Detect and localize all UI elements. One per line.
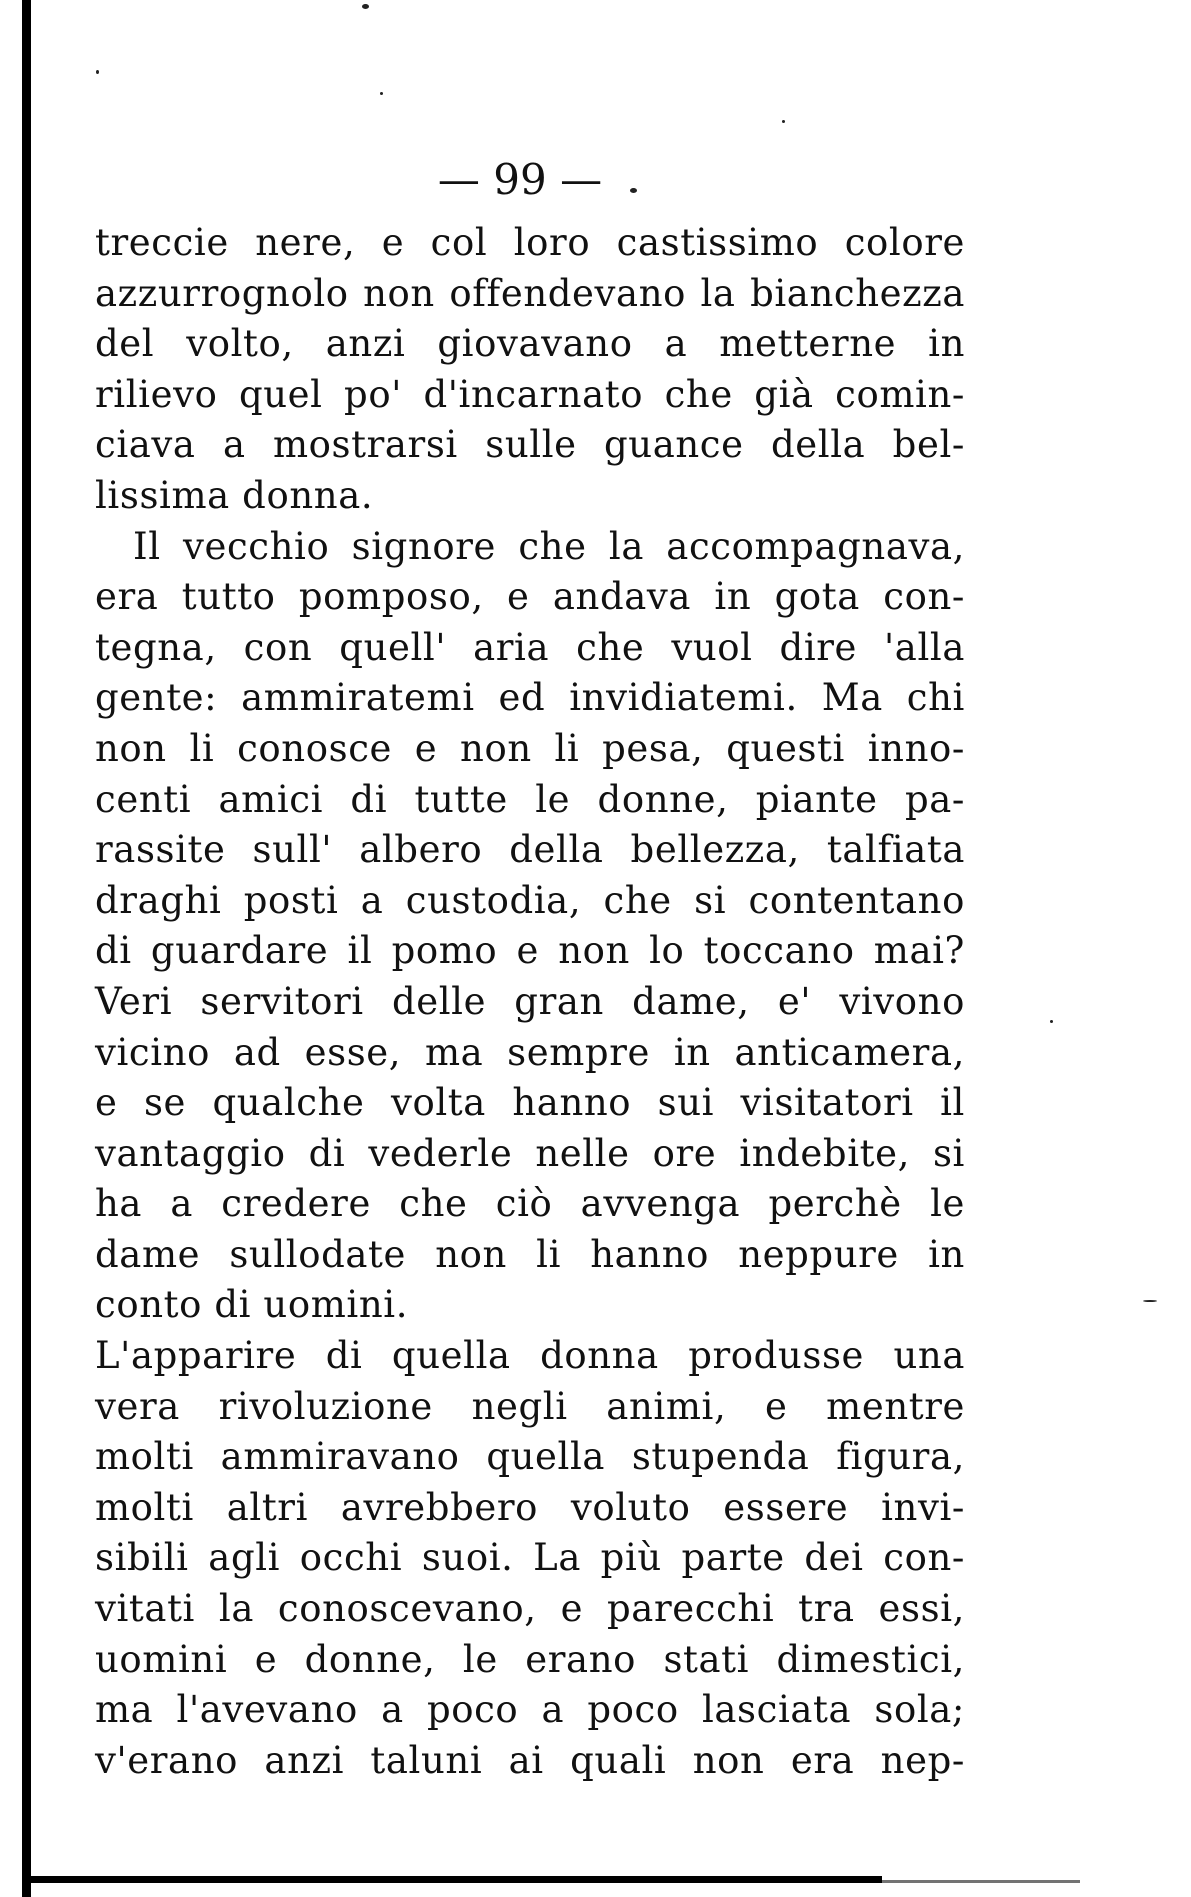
text-line: vitati la conoscevano, e parecchi tra essi, [95, 1587, 965, 1631]
print-speck [1143, 1300, 1157, 1302]
text-line: ciava a mostrarsi sulle guance della bel- [95, 423, 965, 467]
page-bottom-edge-tail [880, 1880, 1080, 1883]
print-speck [362, 4, 369, 9]
page-left-edge [22, 0, 31, 1897]
print-speck [782, 120, 785, 123]
text-line: ma l'avevano a poco a poco lasciata sola; [95, 1688, 965, 1732]
text-line: L'apparire di quella donna produsse una [95, 1334, 965, 1378]
text-line: del volto, anzi giovavano a metterne in [95, 322, 965, 366]
text-line: v'erano anzi taluni ai quali non era nep- [95, 1738, 965, 1782]
text-line: vicino ad esse, ma sempre in anticamera, [95, 1030, 965, 1074]
print-speck [380, 92, 383, 95]
text-line: vantaggio di vederle nelle ore indebite, si [95, 1131, 965, 1175]
text-line: ha a credere che ciò avvenga perchè le [95, 1182, 965, 1226]
page-number: — 99 — [437, 155, 603, 204]
text-line: conto di uomini. [95, 1283, 409, 1327]
text-line: sibili agli occhi suoi. La più parte dei con- [95, 1536, 965, 1580]
text-line: gente: ammiratemi ed invidiatemi. Ma chi [95, 676, 965, 720]
text-line: dame sullodate non li hanno neppure in [95, 1232, 965, 1276]
text-line: tegna, con quell' aria che vuol dire 'alla [95, 625, 965, 669]
text-line: molti altri avrebbero voluto essere invi- [95, 1485, 965, 1529]
text-line: azzurrognolo non offendevano la bianchezza [95, 271, 965, 315]
print-speck [1050, 1020, 1053, 1023]
text-line: rilievo quel po' d'incarnato che già comin- [95, 372, 965, 416]
text-line: e se qualche volta hanno sui visitatori il [95, 1081, 965, 1125]
text-line: non li conosce e non li pesa, questi inno- [95, 726, 965, 770]
text-line: rassite sull' albero della bellezza, talfiata [95, 828, 965, 872]
page-bottom-edge [22, 1876, 882, 1883]
text-line: era tutto pomposo, e andava in gota con- [95, 575, 965, 619]
text-line: vera rivoluzione negli animi, e mentre [95, 1384, 965, 1428]
text-line: draghi posti a custodia, che si contentano [95, 878, 965, 922]
text-line: uomini e donne, le erano stati dimestici, [95, 1637, 965, 1681]
text-line: centi amici di tutte le donne, piante pa- [95, 777, 965, 821]
text-line: Il vecchio signore che la accompagnava, [133, 524, 965, 568]
text-line: molti ammiravano quella stupenda figura, [95, 1435, 965, 1479]
text-line: Veri servitori delle gran dame, e' vivono [95, 979, 965, 1023]
print-speck [96, 70, 99, 74]
text-line: di guardare il pomo e non lo toccano mai? [95, 929, 965, 973]
text-line: treccie nere, e col loro castissimo colore [95, 221, 965, 264]
text-line: lissima donna. [95, 473, 374, 517]
body-text [95, 218, 965, 1786]
